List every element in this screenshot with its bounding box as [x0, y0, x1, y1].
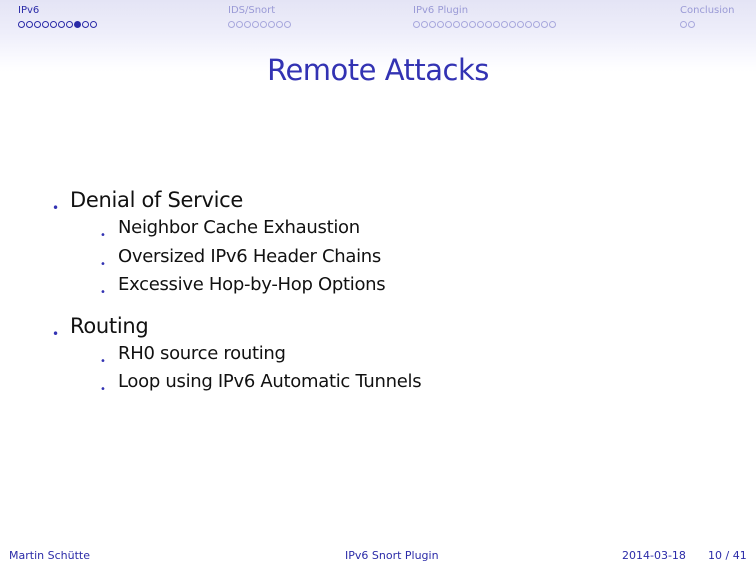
sub-bullet-item	[100, 368, 421, 397]
nav-frame-dot[interactable]	[236, 21, 243, 28]
nav-frame-dot[interactable]	[429, 21, 436, 28]
sub-bullet-item	[100, 271, 421, 300]
nav-frame-dot[interactable]	[58, 21, 65, 28]
nav-section-dots[interactable]	[18, 21, 97, 28]
nav-section-dots[interactable]	[413, 21, 556, 28]
nav-frame-dot[interactable]	[509, 21, 516, 28]
nav-frame-dot[interactable]	[413, 21, 420, 28]
nav-frame-dot[interactable]	[680, 21, 687, 28]
nav-section-title[interactable]: IDS/Snort	[228, 5, 276, 16]
nav-frame-dot[interactable]	[252, 21, 259, 28]
nav-frame-dot[interactable]	[42, 21, 49, 28]
bullet-label: Routing	[70, 313, 149, 338]
nav-frame-dot[interactable]	[469, 21, 476, 28]
bullet-icon: •	[100, 287, 106, 298]
bullet-icon: •	[100, 230, 106, 241]
bullet-icon: •	[100, 258, 106, 270]
nav-frame-dot[interactable]	[688, 21, 695, 28]
bullet-icon: •	[52, 326, 59, 341]
slide-title: Remote Attacks	[267, 53, 489, 87]
nav-frame-dot[interactable]	[541, 21, 548, 28]
bullet-label: Denial of Service	[70, 188, 244, 212]
footer	[0, 548, 756, 564]
bullet-label-wrap	[52, 312, 421, 340]
nav-frame-dot[interactable]	[517, 21, 524, 28]
nav-section-title[interactable]: Conclusion	[680, 5, 735, 16]
nav-frame-dot[interactable]	[284, 21, 291, 28]
nav-frame-dot[interactable]	[268, 21, 275, 28]
nav-frame-dot[interactable]	[66, 21, 73, 28]
nav-frame-dot[interactable]	[477, 21, 484, 28]
nav-frame-dot[interactable]	[18, 21, 25, 28]
bullet-icon: •	[100, 384, 106, 395]
nav-section-ipv6[interactable]	[18, 5, 97, 28]
bullet-icon: •	[52, 201, 59, 215]
footer-title: IPv6 Snort Plugin	[345, 549, 439, 562]
sub-list	[52, 340, 421, 397]
nav-frame-dot[interactable]	[437, 21, 444, 28]
footer-author: Martin Schütte	[9, 549, 90, 562]
footer-page-number: 10 / 41	[708, 549, 747, 562]
footer-date: 2014-03-18	[622, 549, 686, 562]
nav-frame-dot[interactable]	[82, 21, 89, 28]
bullet-item	[52, 312, 421, 397]
nav-section-conclusion[interactable]	[680, 5, 735, 28]
sub-bullet-label: Neighbor Cache Exhaustion	[118, 217, 360, 238]
nav-frame-dot[interactable]	[493, 21, 500, 28]
sub-bullet-label: Oversized IPv6 Header Chains	[118, 245, 381, 267]
nav-frame-dot[interactable]	[26, 21, 33, 28]
nav-frame-dot[interactable]	[228, 21, 235, 28]
sub-bullet-label: RH0 source routing	[118, 342, 286, 364]
nav-frame-dot[interactable]	[453, 21, 460, 28]
nav-section-dots[interactable]	[228, 21, 291, 28]
nav-frame-dot[interactable]	[50, 21, 57, 28]
sub-bullet-label: Loop using IPv6 Automatic Tunnels	[118, 371, 422, 392]
nav-frame-dot[interactable]	[260, 21, 267, 28]
nav-frame-dot[interactable]	[74, 21, 81, 28]
sub-list	[52, 214, 421, 300]
sub-bullet-label: Excessive Hop-by-Hop Options	[118, 274, 386, 295]
bullet-item	[52, 186, 421, 300]
nav-frame-dot[interactable]	[445, 21, 452, 28]
nav-section-title[interactable]: IPv6 Plugin	[413, 5, 469, 16]
nav-frame-dot[interactable]	[244, 21, 251, 28]
nav-frame-dot[interactable]	[549, 21, 556, 28]
nav-frame-dot[interactable]	[34, 21, 41, 28]
nav-frame-dot[interactable]	[461, 21, 468, 28]
nav-frame-dot[interactable]	[533, 21, 540, 28]
sub-bullet-item	[100, 243, 421, 272]
bullet-label-wrap	[52, 186, 421, 214]
nav-section-dots[interactable]	[680, 21, 735, 28]
nav-section-ids-snort[interactable]	[228, 5, 291, 28]
nav-frame-dot[interactable]	[501, 21, 508, 28]
nav-frame-dot[interactable]	[525, 21, 532, 28]
slide-content	[52, 186, 421, 409]
nav-frame-dot[interactable]	[485, 21, 492, 28]
nav-frame-dot[interactable]	[421, 21, 428, 28]
sub-bullet-item	[100, 340, 421, 369]
nav-section-ipv6-plugin[interactable]	[413, 5, 556, 28]
bullet-icon: •	[100, 355, 106, 367]
sub-bullet-item	[100, 214, 421, 243]
nav-frame-dot[interactable]	[90, 21, 97, 28]
nav-frame-dot[interactable]	[276, 21, 283, 28]
nav-section-title[interactable]: IPv6	[18, 5, 40, 16]
